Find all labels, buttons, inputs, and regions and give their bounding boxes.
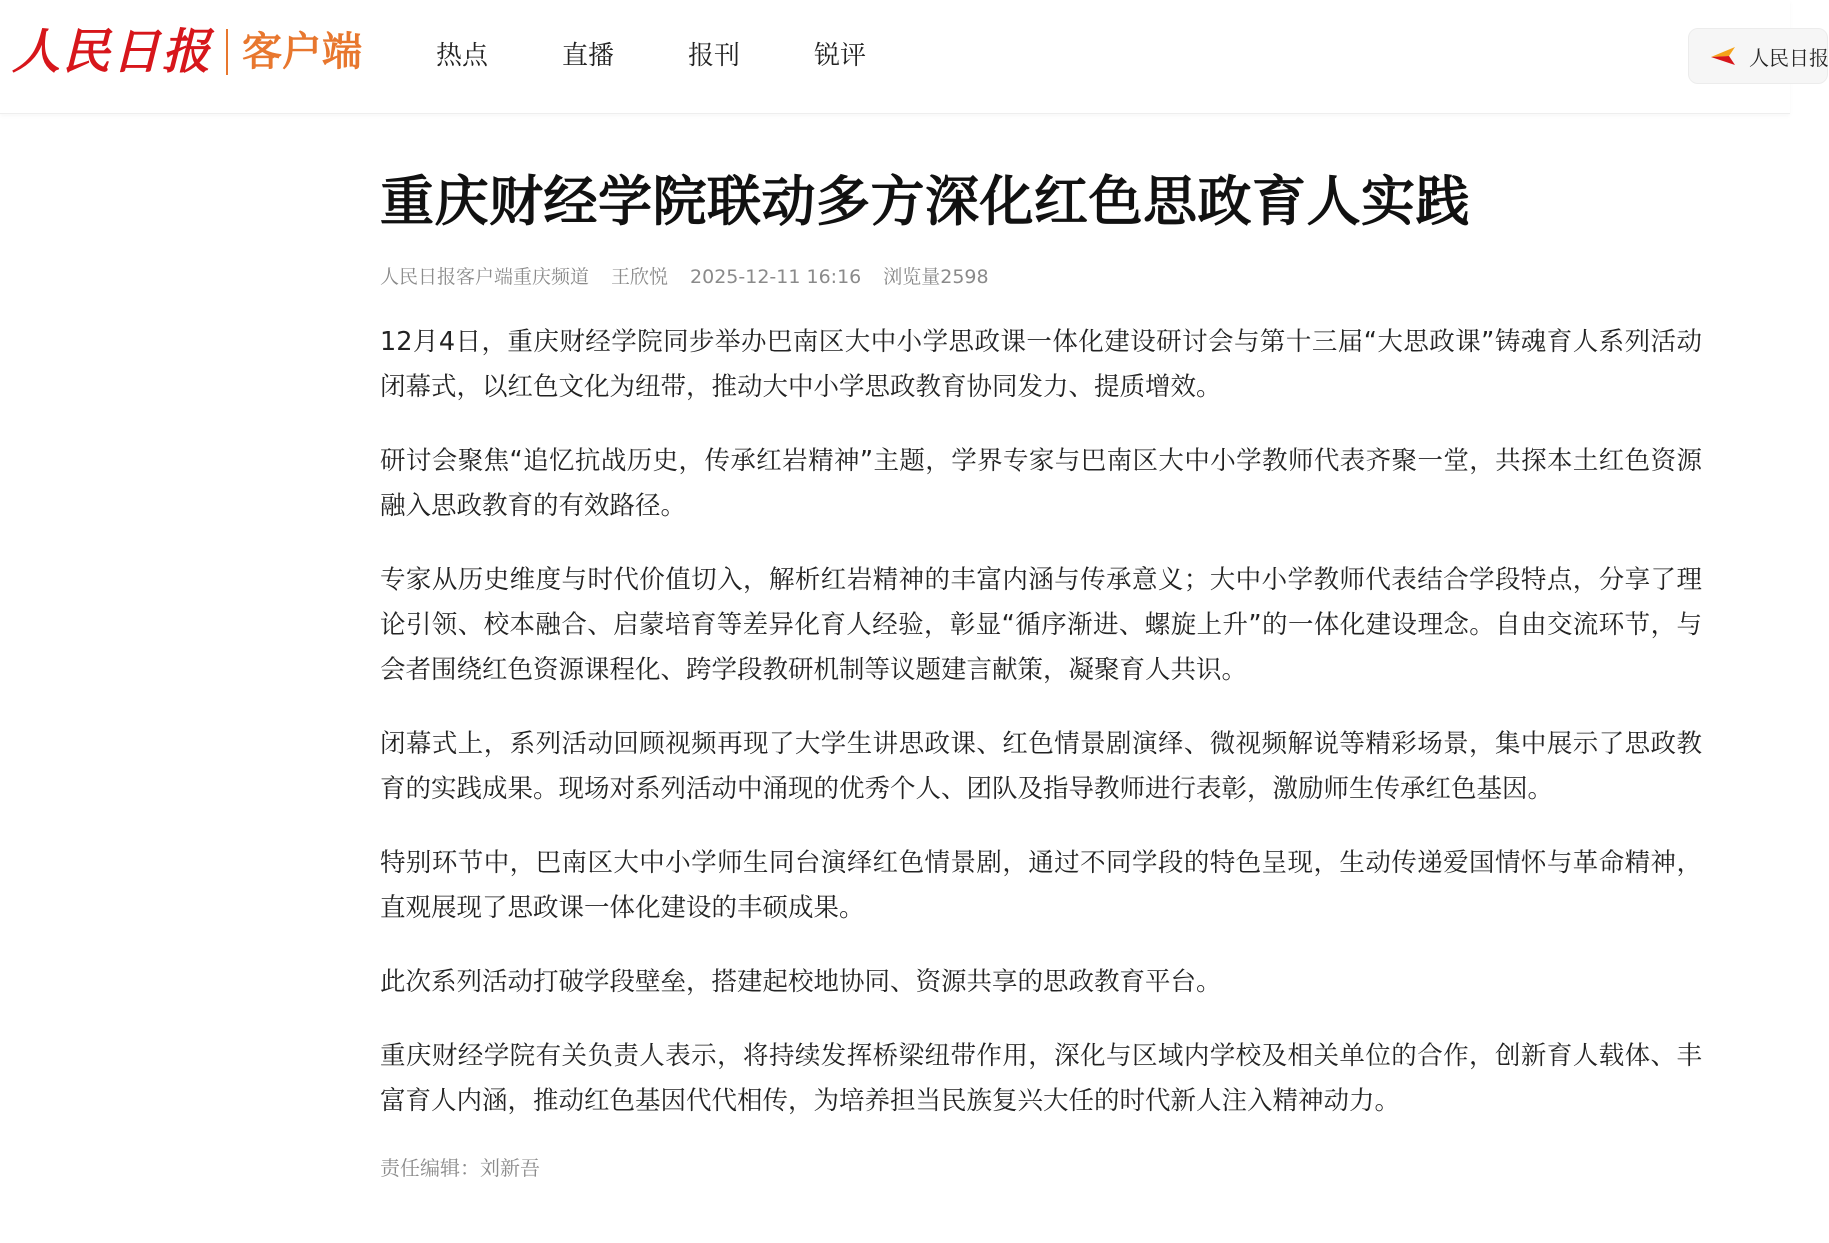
article-views: 浏览量2598 (883, 266, 989, 288)
article-paragraph: 此次系列活动打破学段壁垒，搭建起校地协同、资源共享的思政教育平台。 (380, 967, 1222, 997)
article-source: 人民日报客户端重庆频道 (380, 266, 590, 288)
article-paragraph: 重庆财经学院有关负责人表示，将持续发挥桥梁纽带作用，深化与区域内学校及相关单位的合作，创新育人载体、丰富育人内涵，推动红色基因代代相传，为培养担当民族复兴大任的时代新人注入精神动力。 (380, 1041, 1702, 1116)
app-button-label: 人民日报 (1749, 45, 1829, 70)
article-author: 王欣悦 (611, 266, 669, 288)
responsible-editor: 责任编辑：刘新吾 (380, 1156, 540, 1180)
main-nav (436, 36, 940, 76)
nav-item-live[interactable]: 直播 (562, 41, 615, 71)
logo-wordmark: 人民日报 (12, 24, 213, 80)
article-body (380, 320, 1702, 1124)
article-meta (380, 262, 1702, 292)
article-paragraph: 12月4日，重庆财经学院同步举办巴南区大中小学思政课一体化建设研讨会与第十三届“大思政课”铸魂育人系列活动闭幕式，以红色文化为纽带，推动大中小学思政教育协同发力、提质增效。 (380, 327, 1702, 402)
flag-icon (1709, 45, 1739, 67)
site-logo[interactable] (12, 22, 362, 82)
article-paragraph: 研讨会聚焦“追忆抗战历史，传承红岩精神”主题，学界专家与巴南区大中小学教师代表齐聚一堂，共探本土红色资源融入思政教育的有效路径。 (380, 446, 1702, 521)
nav-item-hot[interactable]: 热点 (436, 41, 489, 71)
article-paragraph: 特别环节中，巴南区大中小学师生同台演绎红色情景剧，通过不同学段的特色呈现，生动传递爱国情怀与革命精神，直观展现了思政课一体化建设的丰硕成果。 (380, 848, 1702, 923)
article-datetime: 2025-12-11 16:16 (690, 266, 862, 288)
article-paragraph: 专家从历史维度与时代价值切入，解析红岩精神的丰富内涵与传承意义；大中小学教师代表结合学段特点，分享了理论引领、校本融合、启蒙培育等差异化育人经验，彰显“循序渐进、螺旋上升”的一体化建设理念。自由交流环节，与会者围绕红色资源课程化、跨学段教研机制等议题建言献策，凝聚育人共识。 (380, 565, 1702, 685)
article-paragraph: 闭幕式上，系列活动回顾视频再现了大学生讲思政课、红色情景剧演绎、微视频解说等精彩场景，集中展示了思政教育的实践成果。现场对系列活动中涌现的优秀个人、团队及指导教师进行表彰，激励师生传承红色基因。 (380, 729, 1702, 804)
logo-divider (226, 29, 228, 75)
top-navigation-bar (0, 0, 1829, 114)
logo-subtitle: 客户端 (242, 29, 363, 75)
app-download-button[interactable] (1688, 28, 1828, 84)
article (380, 160, 1702, 1183)
nav-item-newspaper[interactable]: 报刊 (688, 41, 741, 71)
article-title: 重庆财经学院联动多方深化红色思政育人实践 (380, 170, 1470, 233)
nav-item-commentary[interactable]: 锐评 (814, 41, 867, 71)
